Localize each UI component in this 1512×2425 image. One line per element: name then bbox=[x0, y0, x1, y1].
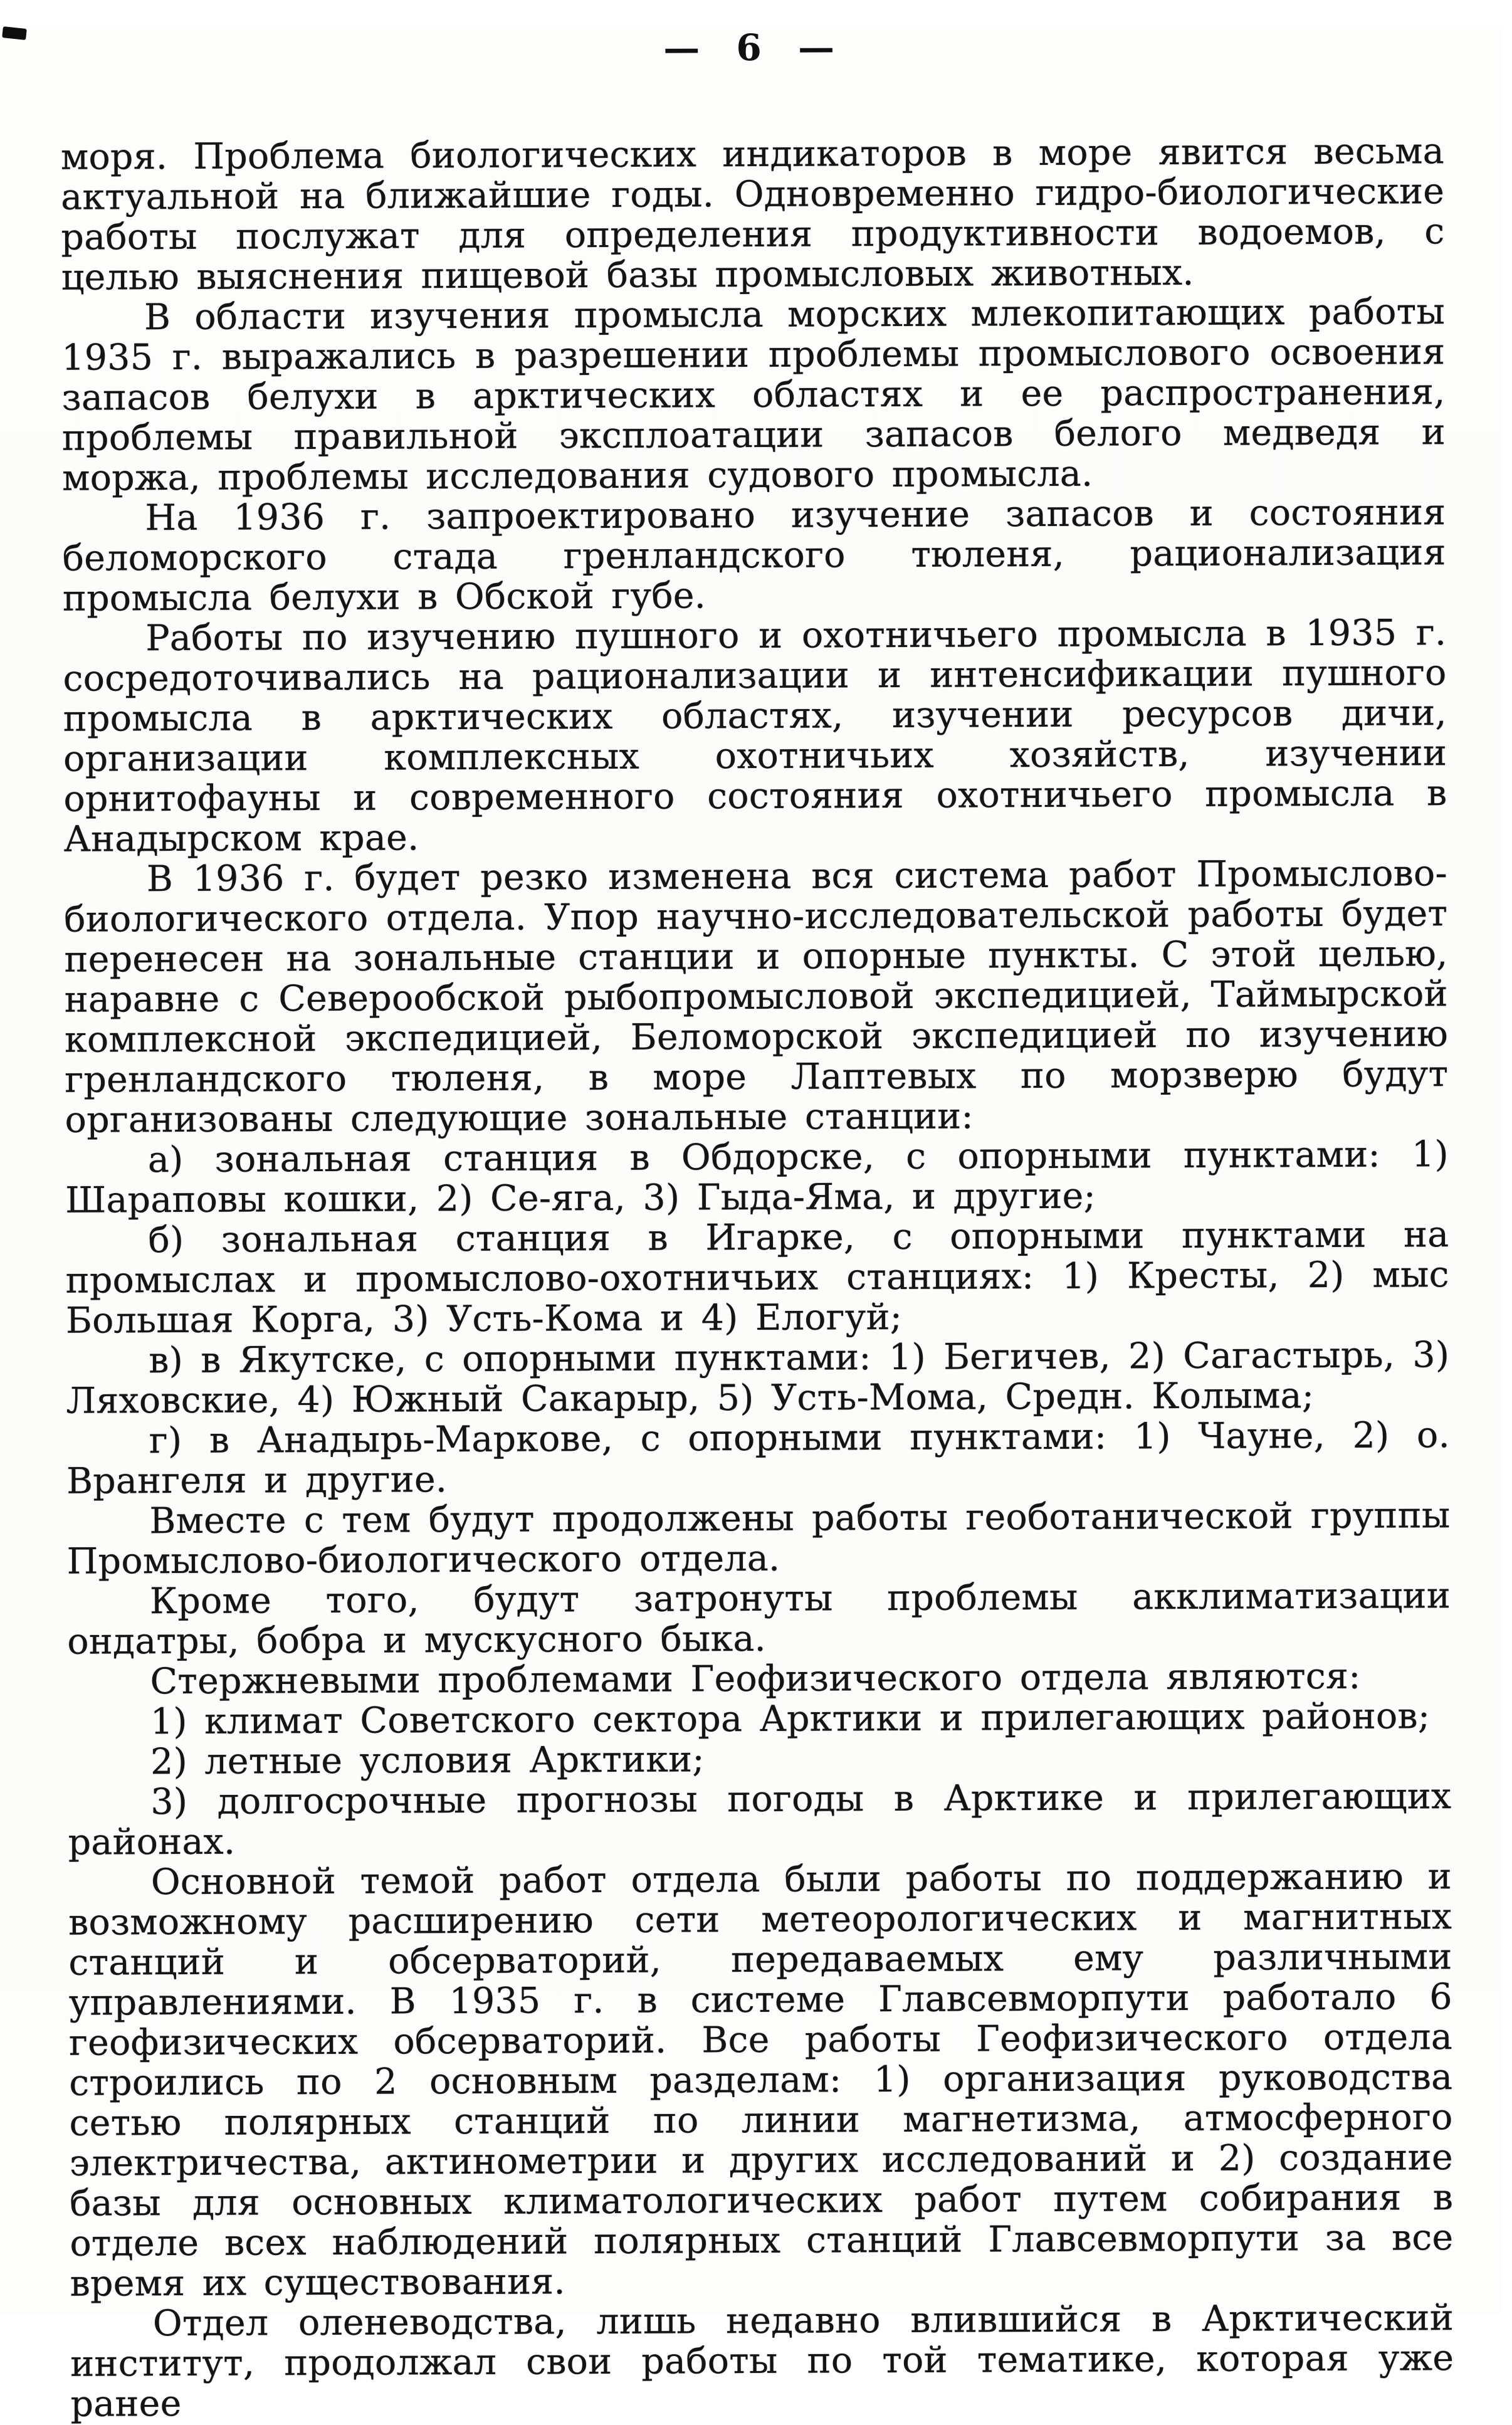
paragraph-plan-1936: На 1936 г. запроектировано изучение запасов и состояния беломорского стада гренландского тюленя, рационализация промысла белухи в Обской губе. bbox=[62, 492, 1446, 619]
scanned-document-page bbox=[0, 26, 1501, 2425]
paragraph-geophysical-problems-intro: Стержневыми проблемами Геофизического отдела являются: bbox=[150, 1655, 1361, 1703]
paragraph-reindeer-department: Отдел оленеводства, лишь недавно влившийся в Арктический институт, продолжал свои работы по той тематике, которая уже ранее bbox=[70, 2297, 1454, 2425]
numbered-item-2-flight-conditions: 2) летные условия Арктики; bbox=[150, 1739, 705, 1783]
paragraph-geobotanical-group: Вместе с тем будут продолжены работы геоботанической группы Промыслово-биологического отдела. bbox=[66, 1495, 1451, 1582]
list-item-v-yakutsk: в) в Якутске, с опорными пунктами: 1) Бегичев, 2) Сагастырь, 3) Ляховские, 4) Южный Сакарыр, 5) Усть-Мома, Средн. Колыма; bbox=[66, 1334, 1450, 1422]
paragraph-marine-mammals-1935: В области изучения промысла морских млекопитающих работы 1935 г. выражались в разрешении проблемы промыслового освоения запасов белухи в арктических областях и ее распространения, проблемы правильной эксплоатации запасов белого медведя и моржа, проблемы исследования судового промысла. bbox=[61, 291, 1446, 499]
numbered-item-1-climate: 1) климат Советского сектора Арктики и прилегающих районов; bbox=[150, 1695, 1431, 1743]
paragraph-acclimatization: Кроме того, будут затронуты проблемы акклиматизации ондатры, бобра и мускусного быка. bbox=[67, 1575, 1451, 1663]
paragraph-geophysical-department-main: Основной темой работ отдела были работы по поддержанию и возможному расширению сети метеорологических и магнитных станций и обсерваторий, передаваемых ему различными управлениями. В 1935 г. в системе Главсевморпути работало 6 геофизических обсерваторий. Все работы Геофизического отдела строились по 2 основным разделам: 1) организация руководства сетью полярных станций по линии магнетизма, атмосферного электричества, актинометрии и других исследований и 2) создание базы для основных климатологических работ путем собирания в отделе всех наблюдений полярных станций Главсевморпути за все время их существования. bbox=[68, 1856, 1454, 2305]
numbered-item-3-forecasts: 3) долгосрочные прогнозы погоды в Арктике и прилегающих районах. bbox=[68, 1775, 1452, 1863]
list-item-a-obdorsk: а) зональная станция в Обдорске, с опорными пунктами: 1) Шараповы кошки, 2) Се-яга, 3) Гыда-Яма, и другие; bbox=[65, 1134, 1449, 1221]
paragraph-system-change-1936: В 1936 г. будет резко изменена вся система работ Промыслово-биологического отдела. Упор научно-исследовательской работы будет перенесен на зональные станции и опорные пункты. С этой целью, наравне с Северообской рыбопромысловой экспедицией, Таймырской комплексной экспедицией, Беломорской экспедицией по изучению гренландского тюленя, в море Лаптевых по морзверю будут организованы следующие зональные станции: bbox=[64, 853, 1449, 1141]
document-body bbox=[61, 131, 1454, 2424]
paragraph-fur-hunting-1935: Работы по изучению пушного и охотничьего промысла в 1935 г. сосредоточивались на рационализации и интенсификации пушного промысла в арктических областях, изучении ресурсов дичи, организации комплексных охотничьих хозяйств, изучении орнитофауны и современного состояния охотничьего промысла в Анадырском крае. bbox=[63, 612, 1447, 860]
page-content bbox=[0, 23, 1512, 2424]
list-item-b-igarka: б) зональная станция в Игарке, с опорными пунктами на промыслах и промыслово-охотничьих станциях: 1) Кресты, 2) мыс Большая Корга, 3) Усть-Кома и 4) Елогуй; bbox=[65, 1214, 1449, 1342]
paragraph-marine-indicators: моря. Проблема биологических индикаторов в море явится весьма актуальной на ближайшие годы. Одновременно гидро-биологические работы послужат для определения продуктивности водоемов, с целью выяснения пищевой базы промысловых животных. bbox=[60, 130, 1445, 298]
page-number: — 6 — bbox=[663, 26, 839, 70]
list-item-g-anadyr-markovo: г) в Анадырь-Маркове, с опорными пунктами: 1) Чауне, 2) о. Врангеля и другие. bbox=[66, 1414, 1450, 1502]
